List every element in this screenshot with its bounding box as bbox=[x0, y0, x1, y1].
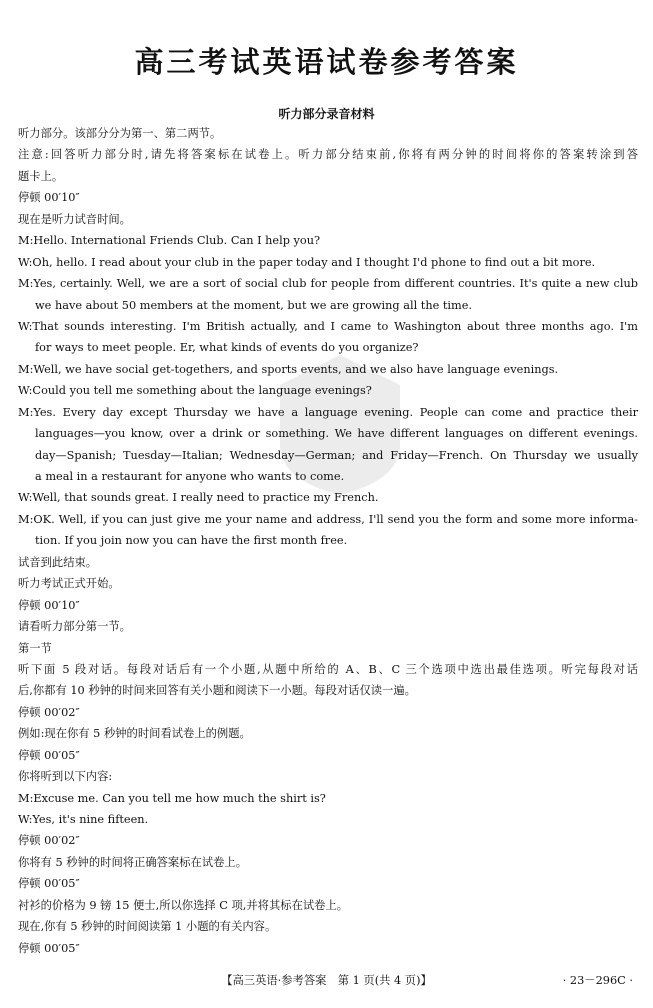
section-subtitle: 听力部分录音材料 bbox=[278, 107, 375, 121]
text-line: 你将有 5 秒钟的时间将正确答案标在试卷上。 bbox=[18, 855, 248, 869]
text-line: we have about 50 members at the moment, but we are growing all the time. bbox=[35, 298, 473, 312]
text-line: M:Hello. International Friends Club. Can I help you? bbox=[18, 234, 321, 248]
text-line: 试音到此结束。 bbox=[18, 555, 98, 569]
text-line: M:OK. Well, if you can just give me your name and address, I'll send you the form and some more informa- bbox=[18, 512, 638, 526]
text-line: 停顿 00′05″ bbox=[18, 877, 80, 891]
text-line: 你将听到以下内容: bbox=[18, 770, 113, 784]
text-line: 题卡上。 bbox=[18, 169, 64, 183]
text-line: 衬衫的价格为 9 镑 15 便士,所以你选择 C 项,并将其标在试卷上。 bbox=[18, 898, 349, 912]
text-line: day—Spanish; Tuesday—Italian; Wednesday—German; and Friday—French. On Thursday we usually bbox=[35, 448, 638, 462]
text-line: 停顿 00′10″ bbox=[18, 191, 80, 205]
text-line: 请看听力部分第一节。 bbox=[18, 620, 131, 634]
text-line: W:Well, that sounds great. I really need to practice my French. bbox=[18, 491, 379, 505]
text-line: 停顿 00′10″ bbox=[18, 598, 80, 612]
text-line: W:Oh, hello. I read about your club in the paper today and I thought I'd phone to find out a bit more. bbox=[18, 255, 596, 269]
text-line: M:Well, we have social get-togethers, and sports events, and we also have language evenings. bbox=[18, 362, 559, 376]
text-line: 注意:回答听力部分时,请先将答案标在试卷上。听力部分结束前,你将有两分钟的时间将你的答案转涂到答 bbox=[18, 148, 638, 162]
text-line: 停顿 00′02″ bbox=[18, 834, 80, 848]
text-line: a meal in a restaurant for anyone who wants to come. bbox=[35, 470, 345, 483]
page-title: 高三考试英语试卷参考答案 bbox=[134, 45, 519, 79]
text-line: M:Excuse me. Can you tell me how much the shirt is? bbox=[18, 791, 326, 805]
text-line: 听力考试正式开始。 bbox=[18, 577, 120, 591]
text-line: 例如:现在你有 5 秒钟的时间看试卷上的例题。 bbox=[18, 727, 251, 741]
text-line: tion. If you join now you can have the first month free. bbox=[35, 534, 348, 548]
text-line: for ways to meet people. Er, what kinds of events do you organize? bbox=[35, 341, 419, 355]
text-line: M:Yes. Every day except Thursday we have a language evening. People can come and practice their bbox=[18, 405, 638, 419]
text-line: W:That sounds interesting. I'm British actually, and I came to Washington about three months ago. I'm bbox=[18, 319, 638, 333]
text-line: 现在是听力试音时间。 bbox=[18, 212, 131, 226]
footer-page-info: 【高三英语·参考答案 第 1 页(共 4 页)】 bbox=[221, 974, 432, 987]
page-footer bbox=[0, 971, 653, 991]
text-line: 停顿 00′05″ bbox=[18, 748, 80, 762]
text-line: 停顿 00′05″ bbox=[18, 941, 80, 955]
text-line: 第一节 bbox=[18, 641, 52, 655]
text-line: W:Yes, it's nine fifteen. bbox=[18, 813, 149, 826]
footer-exam-code: · 23－296C · bbox=[562, 974, 633, 987]
transcript-body bbox=[18, 123, 638, 959]
text-line: 听力部分。该部分分为第一、第二两节。 bbox=[18, 127, 222, 140]
text-line: M:Yes, certainly. Well, we are a sort of social club for people from different countries. It's quite a new club bbox=[18, 277, 638, 291]
text-line: 停顿 00′02″ bbox=[18, 705, 80, 719]
text-line: languages—you know, over a drink or something. We have different languages on different evenings. bbox=[35, 427, 638, 441]
text-line: 后,你都有 10 秒钟的时间来回答有关小题和阅读下一小题。每段对话仅读一遍。 bbox=[18, 684, 416, 698]
text-line: W:Could you tell me something about the language evenings? bbox=[18, 384, 372, 398]
text-line: 听下面 5 段对话。每段对话后有一个小题,从题中所给的 A、B、C 三个选项中选出最佳选项。听完每段对话 bbox=[18, 662, 638, 676]
text-line: 现在,你有 5 秒钟的时间阅读第 1 小题的有关内容。 bbox=[18, 920, 277, 934]
